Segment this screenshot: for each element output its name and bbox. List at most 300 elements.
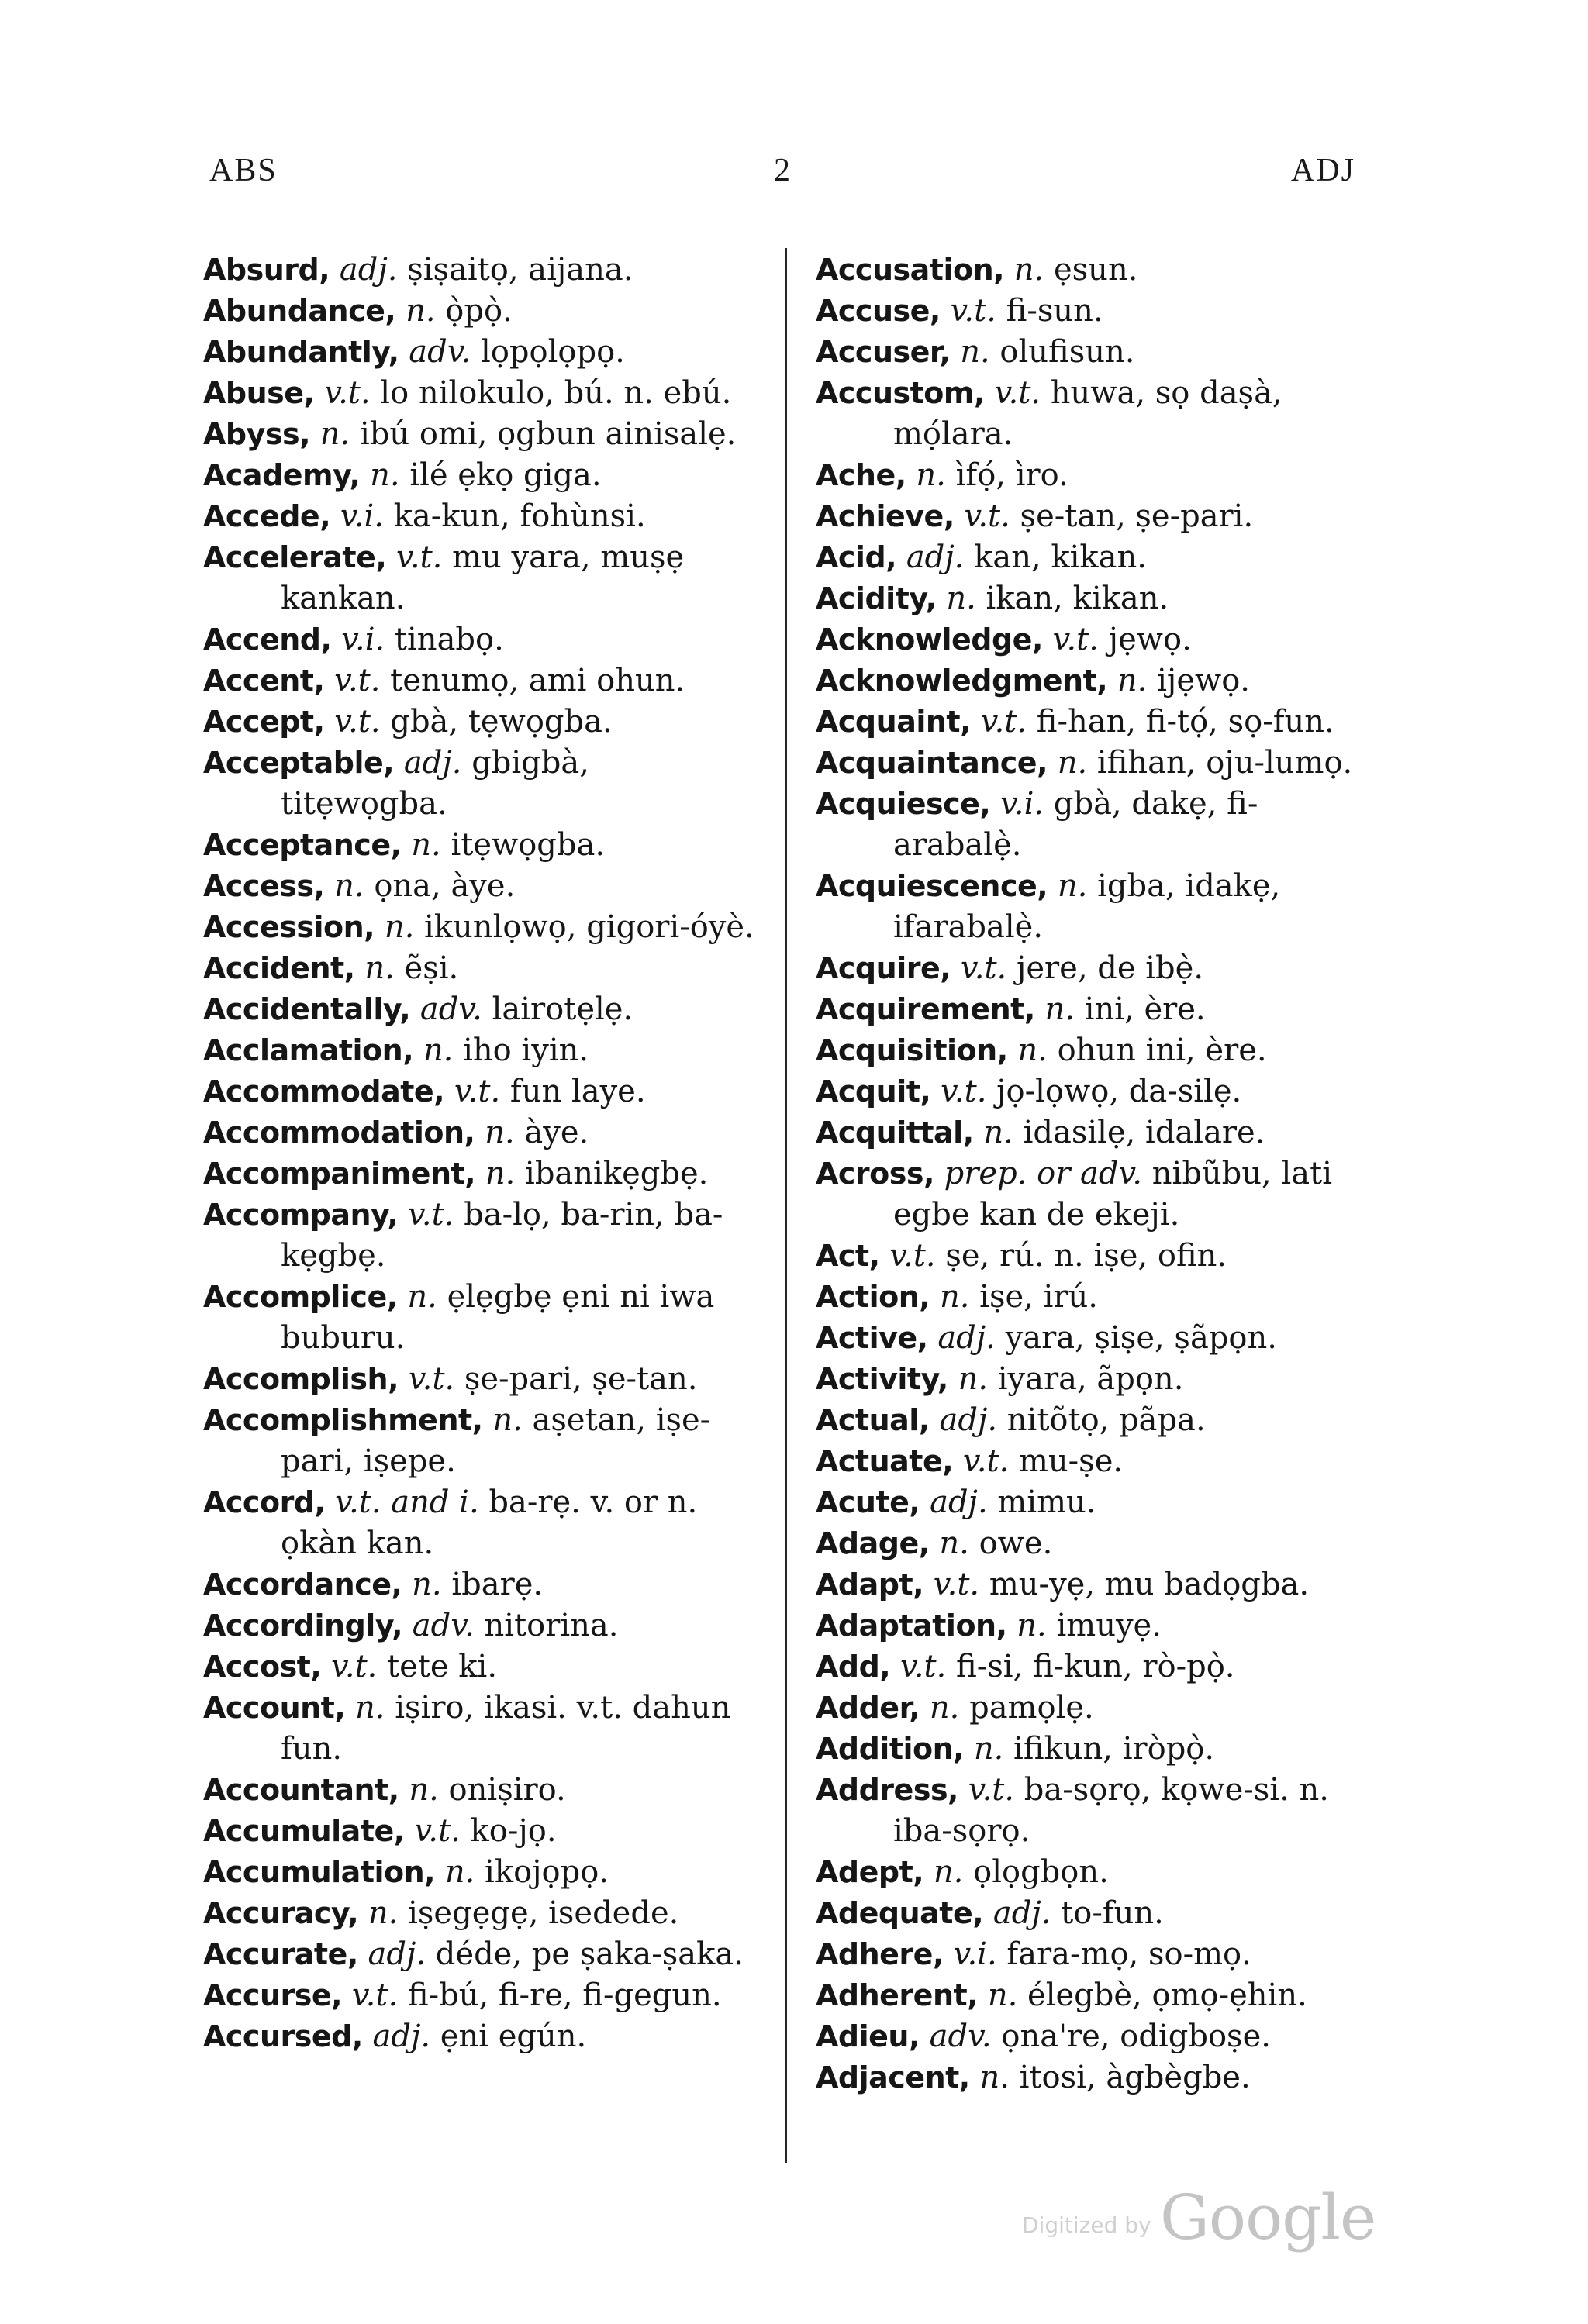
entry-part-of-speech: v.t. [454,1074,501,1109]
entry-part-of-speech: n. [334,868,364,904]
entry-part-of-speech: n. [411,827,441,863]
dictionary-entry [203,1770,761,1811]
entry-definition: ikunlọwọ, gigori-óyè. [414,909,754,945]
entry-headword: Adieu, [816,2019,920,2053]
dictionary-entry [203,619,761,660]
entry-part-of-speech: v.i. [341,622,385,657]
entry-definition: yara, ṣiṣe, ṣãpọn. [995,1320,1277,1356]
entry-definition: ẹsun. [1044,252,1138,288]
entry-part-of-speech: n. [1057,868,1088,904]
entry-definition: nitõtọ, pãpa. [997,1402,1206,1438]
entry-definition: ikan, kikan. [975,581,1169,616]
entry-part-of-speech: adv. [412,1608,475,1643]
dictionary-entry [203,1646,761,1688]
header-guide-word-right: ADJ [1290,153,1355,188]
entry-part-of-speech: n. [1057,745,1088,781]
dictionary-entry [203,1934,761,1975]
entry-part-of-speech: n. [423,1033,454,1068]
entry-definition: fi-han, fi-tọ́, sọ-fun. [1027,704,1334,740]
dictionary-entry [816,1153,1365,1236]
entry-part-of-speech: n. [368,1895,399,1931]
entry-part-of-speech: adv. [419,991,482,1027]
entry-definition: mimu. [987,1484,1096,1520]
entry-part-of-speech: n. [370,457,400,493]
entry-headword: Acute, [816,1485,920,1519]
entry-definition: jọ-lọwọ, da-silẹ. [986,1074,1242,1109]
entry-part-of-speech: v.t. [396,540,443,575]
entry-headword: Acceptance, [203,828,402,862]
entry-part-of-speech: adj. [372,2019,431,2054]
dictionary-entry [203,537,761,619]
dictionary-entry [816,496,1365,537]
dictionary-entry [816,1770,1365,1852]
entry-definition: ba-rẹ. v. or n. ọkàn kan. [281,1484,698,1561]
entry-definition: ilé ẹkọ giga. [399,457,602,493]
entry-headword: Accident, [203,951,355,985]
entry-headword: Acquaintance, [816,746,1048,780]
dictionary-entry [203,866,761,907]
entry-headword: Abundantly, [203,335,399,369]
entry-definition: imuyẹ. [1046,1608,1162,1643]
entry-headword: Accurse, [203,1978,343,2012]
dictionary-entry [203,1852,761,1893]
entry-definition: jẹwọ. [1098,622,1192,657]
entry-part-of-speech: n. [1117,663,1148,698]
entry-headword: Acknowledge, [816,622,1043,657]
entry-part-of-speech: v.t. [334,704,381,740]
entry-definition: gbà, tẹwọgba. [380,704,613,740]
dictionary-entry [203,702,761,743]
entry-headword: Accomplishment, [203,1403,483,1437]
entry-headword: Abyss, [203,417,311,451]
dictionary-entry [816,1934,1365,1975]
entry-part-of-speech: adj. [403,745,462,781]
entry-definition: iṣe, irú. [969,1279,1098,1315]
entry-definition: mu yara, muṣẹ kankan. [281,540,685,616]
entry-headword: Abuse, [203,376,315,410]
entry-definition: to-fun. [1051,1895,1164,1931]
entry-definition: tinabọ. [385,622,504,657]
entry-part-of-speech: n. [444,1854,475,1890]
entry-part-of-speech: adj. [939,1402,998,1438]
entry-part-of-speech: v.t. [331,1649,378,1684]
entry-headword: Abundance, [203,294,396,328]
entry-definition: ẹni egún. [430,2019,587,2054]
entry-headword: Adherent, [816,1978,979,2012]
entry-headword: Actuate, [816,1444,954,1478]
entry-part-of-speech: n. [485,1156,516,1191]
entry-part-of-speech: adj. [906,540,965,575]
entry-part-of-speech: v.t. [1052,622,1099,657]
entry-headword: Accuracy, [203,1896,359,1930]
dictionary-entry [203,1153,761,1195]
entry-definition: owe. [968,1526,1053,1561]
entry-definition: nibũbu, lati egbe kan de ekeji. [893,1156,1332,1233]
entry-definition: oniṣiro. [438,1772,566,1808]
entry-part-of-speech: n. [958,1361,989,1397]
header-guide-word-left: ABS [209,153,278,188]
entry-definition: lọpọlọpọ. [471,334,625,370]
dictionary-entry [816,2057,1365,2098]
dictionary-entry [816,1071,1365,1112]
dictionary-entry [203,1359,761,1400]
dictionary-entry [816,1277,1365,1318]
dictionary-entry [816,1646,1365,1688]
entry-headword: Acquisition, [816,1033,1008,1067]
entry-headword: Accend, [203,622,332,657]
entry-definition: ifihan, oju-lumọ. [1087,745,1353,781]
entry-headword: Accommodation, [203,1115,475,1150]
entry-definition: ṣe-pari, ṣe-tan. [454,1361,698,1397]
entry-headword: Accordingly, [203,1609,403,1643]
entry-part-of-speech: n. [960,334,990,370]
dictionary-entry [816,1975,1365,2016]
entry-headword: Activity, [816,1362,948,1396]
entry-headword: Acquit, [816,1074,931,1109]
entry-part-of-speech: n. [1044,991,1075,1027]
entry-part-of-speech: n. [355,1690,385,1726]
dictionary-entry [816,660,1365,702]
entry-part-of-speech: v.t. [324,375,371,411]
entry-definition: ko-jọ. [460,1813,557,1849]
entry-definition: iyara, ãpọn. [988,1361,1184,1397]
right-column [816,250,1365,2098]
entry-part-of-speech: n. [946,581,976,616]
dictionary-entry [816,1400,1365,1441]
entry-headword: Accession, [203,910,375,944]
dictionary-entry [816,1441,1365,1482]
page-number: 2 [774,153,790,188]
entry-headword: Across, [816,1157,934,1191]
entry-part-of-speech: n. [987,1977,1018,2013]
entry-part-of-speech: v.t. [334,663,381,698]
google-logo: Google [1160,2181,1376,2253]
entry-definition: huwa, sọ daṣà, mọ́lara. [893,375,1282,452]
entry-headword: Accountant, [203,1773,399,1807]
entry-headword: Absurd, [203,253,330,287]
entry-part-of-speech: n. [1017,1033,1048,1068]
entry-headword: Accompaniment, [203,1157,476,1191]
entry-part-of-speech: n. [406,293,436,329]
dictionary-entry [203,332,761,373]
entry-headword: Addition, [816,1732,965,1766]
page-header [200,152,1355,198]
dictionary-entry [816,1605,1365,1646]
digitized-by-google-watermark [1022,2181,1376,2253]
dictionary-entry [816,537,1365,578]
entry-definition: kan, kikan. [964,540,1147,575]
entry-headword: Academy, [203,458,361,492]
dictionary-entry [203,1400,761,1482]
dictionary-entry [816,1688,1365,1729]
entry-definition: ini, ère. [1074,991,1206,1027]
dictionary-entry [203,948,761,989]
entry-headword: Adept, [816,1855,924,1889]
dictionary-entry [203,907,761,948]
entry-definition: ọlọgbọn. [963,1854,1109,1890]
entry-definition: fi-bú, fi-re, fi-gegun. [398,1977,722,2013]
entry-headword: Adjacent, [816,2060,970,2095]
entry-headword: Accord, [203,1485,326,1519]
entry-headword: Acquittal, [816,1115,974,1150]
entry-definition: fi-si, fi-kun, rò-pọ̀. [946,1649,1235,1684]
entry-definition: lairotẹlẹ. [482,991,633,1027]
entry-headword: Accommodate, [203,1074,445,1109]
entry-part-of-speech: v.t. [960,950,1007,986]
dictionary-entry [816,784,1365,866]
entry-definition: igba, idakẹ, ifarabalẹ̀. [893,868,1281,945]
entry-definition: ibú omi, ọgbun ainisalẹ. [350,416,737,452]
entry-part-of-speech: n. [916,457,946,493]
dictionary-entry [203,1605,761,1646]
entry-part-of-speech: n. [929,1690,960,1726]
entry-part-of-speech: v.t. [351,1977,399,2013]
entry-headword: Ache, [816,458,906,492]
entry-definition: olufisun. [989,334,1135,370]
dictionary-entry [203,1482,761,1564]
dictionary-entry [203,660,761,702]
entry-headword: Accusation, [816,253,1005,287]
entry-headword: Acquaint, [816,705,972,739]
entry-headword: Accurate, [203,1937,358,1971]
dictionary-entry [816,948,1365,989]
entry-definition: itosi, àgbègbe. [1009,2060,1251,2095]
entry-definition: itẹwọgba. [440,827,606,863]
entry-headword: Act, [816,1239,880,1273]
dictionary-entry [816,250,1365,291]
dictionary-entry [816,578,1365,619]
dictionary-entry [203,1112,761,1153]
dictionary-entry [203,1564,761,1605]
entry-headword: Acquire, [816,951,951,985]
entry-part-of-speech: n. [485,1115,515,1150]
entry-headword: Accent, [203,664,325,698]
entry-definition: lo nilokulo, bú. n. ebú. [370,375,732,411]
entry-part-of-speech: v.t. [408,1197,454,1233]
entry-part-of-speech: v.t. [889,1238,936,1274]
dictionary-entry [203,455,761,496]
entry-headword: Accordance, [203,1567,402,1602]
entry-definition: ka-kun, fohùnsi. [383,498,646,534]
entry-part-of-speech: v.t. [899,1649,947,1684]
entry-headword: Accelerate, [203,540,387,574]
entry-definition: ibarẹ. [441,1567,544,1602]
entry-part-of-speech: v.t. [964,498,1010,534]
entry-headword: Acceptable, [203,746,395,780]
entry-headword: Achieve, [816,499,955,533]
entry-headword: Adder, [816,1691,920,1725]
entry-definition: fun laye. [500,1074,646,1109]
entry-headword: Adapt, [816,1567,924,1602]
entry-definition: gbigbà, titẹwọgba. [281,745,589,822]
left-column [203,250,761,2057]
dictionary-entry [816,1852,1365,1893]
dictionary-entry [816,1729,1365,1770]
entry-part-of-speech: adj. [930,1484,988,1520]
dictionary-entry [203,1893,761,1934]
entry-headword: Adhere, [816,1937,944,1971]
entry-definition: ijẹwọ. [1147,663,1251,698]
entry-headword: Accept, [203,705,325,739]
entry-part-of-speech: n. [492,1402,523,1438]
entry-part-of-speech: v.t. and i. [335,1484,479,1520]
dictionary-entry [203,496,761,537]
entry-headword: Accomplice, [203,1280,398,1314]
entry-part-of-speech: n. [384,909,415,945]
entry-headword: Acid, [816,540,897,574]
dictionary-entry [816,1112,1365,1153]
entry-definition: ṣiṣaitọ, aijana. [397,252,633,288]
dictionary-entry [816,1482,1365,1523]
entry-headword: Acquiescence, [816,869,1048,903]
entry-headword: Action, [816,1280,930,1314]
entry-definition: tenumọ, ami ohun. [380,663,685,698]
dictionary-entry [816,291,1365,332]
dictionary-entry [816,989,1365,1030]
entry-part-of-speech: n. [983,1115,1013,1150]
dictionary-entry [816,743,1365,784]
entry-part-of-speech: v.i. [340,498,384,534]
entry-part-of-speech: v.t. [933,1567,980,1602]
entry-definition: nitorina. [474,1608,619,1643]
dictionary-entry [203,1071,761,1112]
entry-definition: ibanikẹgbẹ. [515,1156,709,1191]
entry-definition: mu-ṣe. [1009,1443,1124,1479]
entry-definition: ọ̀pọ̀. [435,293,513,329]
entry-headword: Access, [203,869,325,903]
entry-definition: ohun ini, ère. [1047,1033,1267,1068]
entry-definition: ifikun, iròpọ̀. [1003,1731,1215,1767]
entry-part-of-speech: adj. [992,1895,1051,1931]
entry-part-of-speech: v.t. [994,375,1041,411]
entry-headword: Acknowledgment, [816,664,1108,698]
entry-definition: tete ki. [377,1649,498,1684]
entry-definition: ẽṣi. [394,950,459,986]
entry-definition: ṣe, rú. n. iṣe, ofin. [935,1238,1227,1274]
entry-headword: Actual, [816,1403,930,1437]
dictionary-entry [203,1811,761,1852]
entry-headword: Accost, [203,1650,322,1684]
entry-part-of-speech: adv. [409,334,471,370]
entry-definition: ṣe-tan, ṣe-pari. [1010,498,1254,534]
entry-definition: iṣiro, ikasi. v.t. dahun fun. [281,1690,731,1767]
dictionary-entry [203,1030,761,1071]
entry-definition: élegbè, ọmọ-ẹhin. [1017,1977,1307,2013]
dictionary-entry [816,1030,1365,1071]
entry-definition: iṣegẹgẹ, isedede. [398,1895,679,1931]
entry-definition: àye. [514,1115,589,1150]
entry-headword: Acquirement, [816,992,1035,1026]
watermark-small-text: Digitized by [1022,2212,1151,2238]
entry-part-of-speech: prep. or adv. [944,1156,1143,1191]
entry-headword: Accomplish, [203,1362,399,1396]
entry-headword: Accumulation, [203,1855,436,1889]
dictionary-entry [203,291,761,332]
entry-part-of-speech: n. [407,1279,437,1315]
entry-part-of-speech: v.t. [414,1813,461,1849]
entry-definition: ẹlẹgbẹ ẹni ni iwa buburu. [281,1279,715,1356]
entry-definition: ba-lọ, ba-rin, ba-kẹgbẹ. [281,1197,723,1274]
entry-headword: Accumulate, [203,1814,405,1848]
dictionary-entry [203,250,761,291]
entry-headword: Account, [203,1691,346,1725]
dictionary-entry [816,619,1365,660]
dictionary-entry [816,866,1365,948]
column-divider [785,248,787,2163]
entry-headword: Adequate, [816,1896,984,1930]
entry-definition: aṣetan, iṣe-pari, iṣepe. [281,1402,711,1479]
entry-headword: Accustom, [816,376,985,410]
entry-part-of-speech: adj. [339,252,398,288]
dictionary-entry [816,1523,1365,1564]
dictionary-entry [816,1564,1365,1605]
entry-definition: iho iyin. [453,1033,589,1068]
entry-part-of-speech: v.t. [968,1772,1015,1808]
entry-part-of-speech: n. [1017,1608,1047,1643]
entry-definition: gbà, dakẹ, fi-arabalẹ̀. [893,786,1258,863]
entry-definition: idasilẹ, idalare. [1013,1115,1265,1150]
entry-part-of-speech: n. [933,1854,964,1890]
dictionary-entry [816,702,1365,743]
entry-headword: Accidentally, [203,992,411,1026]
entry-part-of-speech: adj. [368,1936,426,1972]
entry-definition: ọna're, odigboṣe. [991,2019,1271,2054]
entry-headword: Accuser, [816,335,951,369]
entry-definition: déde, pe ṣaka-ṣaka. [426,1936,744,1972]
dictionary-entry [816,455,1365,496]
entry-headword: Address, [816,1773,958,1807]
entry-headword: Accuse, [816,294,941,328]
entry-part-of-speech: v.t. [941,1074,987,1109]
entry-part-of-speech: v.t. [408,1361,455,1397]
entry-headword: Accede, [203,499,331,533]
entry-part-of-speech: v.i. [1000,786,1044,822]
entry-headword: Add, [816,1650,891,1684]
entry-definition: ba-sọrọ, kọwe-si. n. iba-sọrọ. [893,1772,1329,1849]
dictionary-entry [816,2016,1365,2057]
dictionary-entry [203,2016,761,2057]
entry-part-of-speech: n. [364,950,395,986]
dictionary-entry [203,373,761,414]
dictionary-entry [203,1195,761,1277]
entry-headword: Acquiesce, [816,787,991,821]
dictionary-entry [203,825,761,866]
entry-part-of-speech: v.t. [962,1443,1010,1479]
entry-headword: Adage, [816,1526,930,1560]
entry-part-of-speech: n. [319,416,350,452]
entry-definition: pamọlẹ. [959,1690,1094,1726]
dictionary-entry [203,1688,761,1770]
dictionary-entry [816,373,1365,455]
entry-definition: mu-yẹ, mu badọgba. [979,1567,1310,1602]
dictionary-entry [816,1893,1365,1934]
entry-headword: Accursed, [203,2019,363,2053]
entry-part-of-speech: adj. [937,1320,996,1356]
entry-headword: Accompany, [203,1198,399,1232]
entry-part-of-speech: n. [1013,252,1044,288]
entry-part-of-speech: n. [409,1772,439,1808]
dictionary-entry [816,1318,1365,1359]
dictionary-entry [203,743,761,825]
entry-part-of-speech: n. [939,1279,970,1315]
dictionary-entry [816,332,1365,373]
entry-part-of-speech: v.t. [980,704,1027,740]
entry-definition: fi-sun. [996,293,1103,329]
entry-part-of-speech: v.t. [950,293,996,329]
entry-headword: Active, [816,1321,928,1355]
dictionary-entry [203,1975,761,2016]
dictionary-entry [203,414,761,455]
